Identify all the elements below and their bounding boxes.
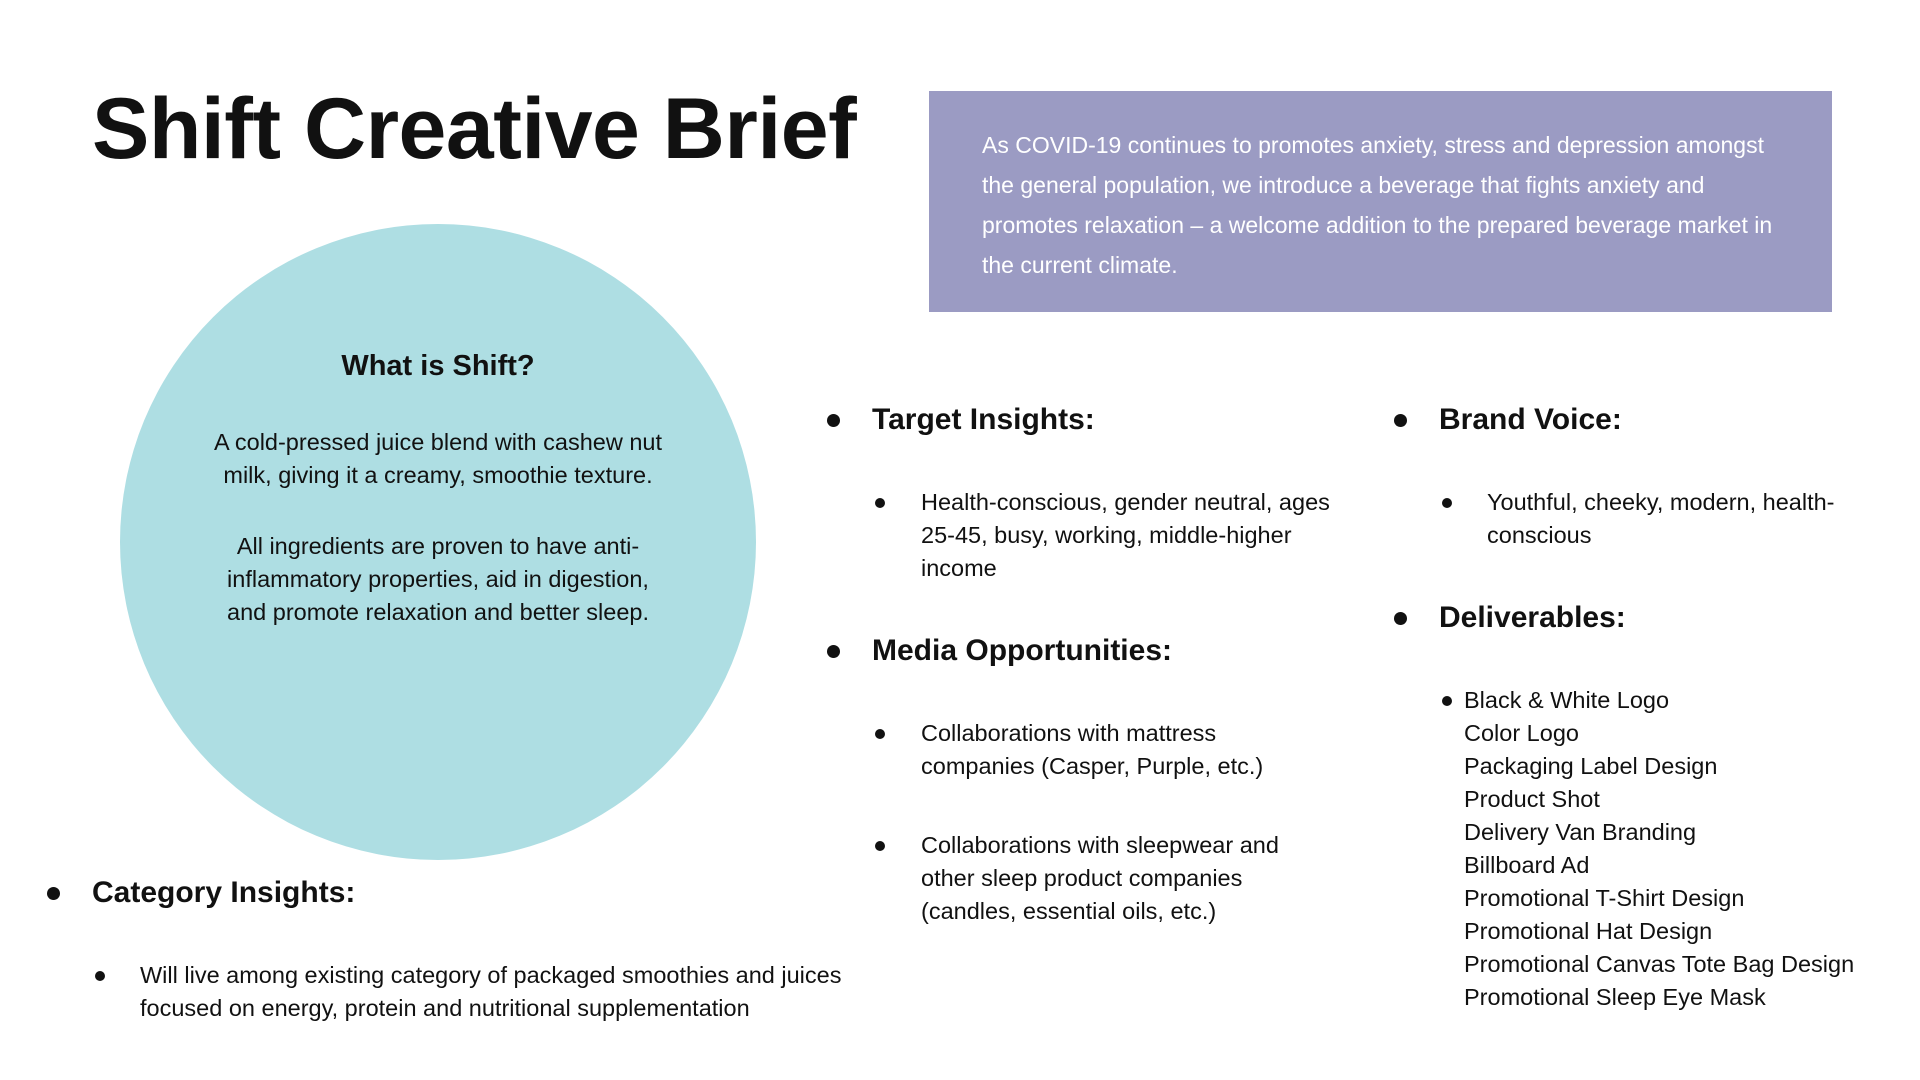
category-insights-heading: Category Insights:	[92, 876, 356, 909]
deliverable-item: Promotional Sleep Eye Mask	[1464, 984, 1766, 1010]
media-opportunities-item-2: Collaborations with sleepwear and other sleep product companies (candles, essential oils, etc.)	[921, 832, 1279, 924]
brand-voice-heading: Brand Voice:	[1439, 403, 1622, 436]
page-title: Shift Creative Brief	[92, 81, 857, 177]
deliverable-item: Color Logo	[1464, 720, 1579, 746]
what-is-shift-heading: What is Shift?	[341, 350, 535, 382]
media-opportunities-item-1-bullet	[875, 729, 885, 739]
media-opportunities-bullet	[827, 645, 840, 658]
deliverables-bullet	[1394, 612, 1407, 625]
brand-voice-item: Youthful, cheeky, modern, health-conscious	[1487, 489, 1835, 548]
deliverable-item: Black & White Logo	[1464, 687, 1670, 713]
deliverable-item: Promotional Hat Design	[1464, 918, 1713, 944]
deliverables-list	[1464, 684, 1854, 1014]
deliverable-item: Billboard Ad	[1464, 852, 1590, 878]
deliverables-list-bullet	[1442, 696, 1452, 706]
category-insights-item: Will live among existing category of packaged smoothies and juices focused on energy, protein and nutritional supplementation	[140, 962, 842, 1021]
category-insights-bullet	[47, 887, 60, 900]
deliverable-item: Product Shot	[1464, 786, 1600, 812]
media-opportunities-item-2-bullet	[875, 841, 885, 851]
circle-content	[210, 349, 666, 629]
category-insights-item-bullet	[95, 971, 105, 981]
deliverable-item: Promotional T-Shirt Design	[1464, 885, 1745, 911]
brand-voice-bullet	[1394, 414, 1407, 427]
brand-voice-item-bullet	[1442, 498, 1452, 508]
deliverable-item: Delivery Van Branding	[1464, 819, 1697, 845]
deliverable-item: Promotional Canvas Tote Bag Design	[1464, 951, 1855, 977]
target-insights-item: Health-conscious, gender neutral, ages 25-45, busy, working, middle-higher income	[921, 489, 1330, 581]
what-is-shift-paragraph-1: A cold-pressed juice blend with cashew nut milk, giving it a creamy, smoothie texture.	[213, 428, 663, 488]
target-insights-item-bullet	[875, 498, 885, 508]
what-is-shift-circle	[120, 224, 756, 860]
media-opportunities-heading: Media Opportunities:	[872, 634, 1172, 667]
what-is-shift-paragraph-2: All ingredients are proven to have anti-inflammatory properties, aid in digestion, and promote relaxation and better sleep.	[227, 532, 649, 625]
intro-box	[929, 91, 1832, 312]
deliverables-heading: Deliverables:	[1439, 601, 1626, 634]
target-insights-heading: Target Insights:	[872, 403, 1095, 436]
intro-text: As COVID-19 continues to promotes anxiety, stress and depression amongst the general population, we introduce a beverage that fights anxiety and promotes relaxation – a welcome addition to the prepared beverage market in the current climate.	[982, 132, 1773, 278]
target-insights-bullet	[827, 414, 840, 427]
deliverable-item: Packaging Label Design	[1464, 753, 1718, 779]
media-opportunities-item-1: Collaborations with mattress companies (Casper, Purple, etc.)	[921, 720, 1264, 779]
